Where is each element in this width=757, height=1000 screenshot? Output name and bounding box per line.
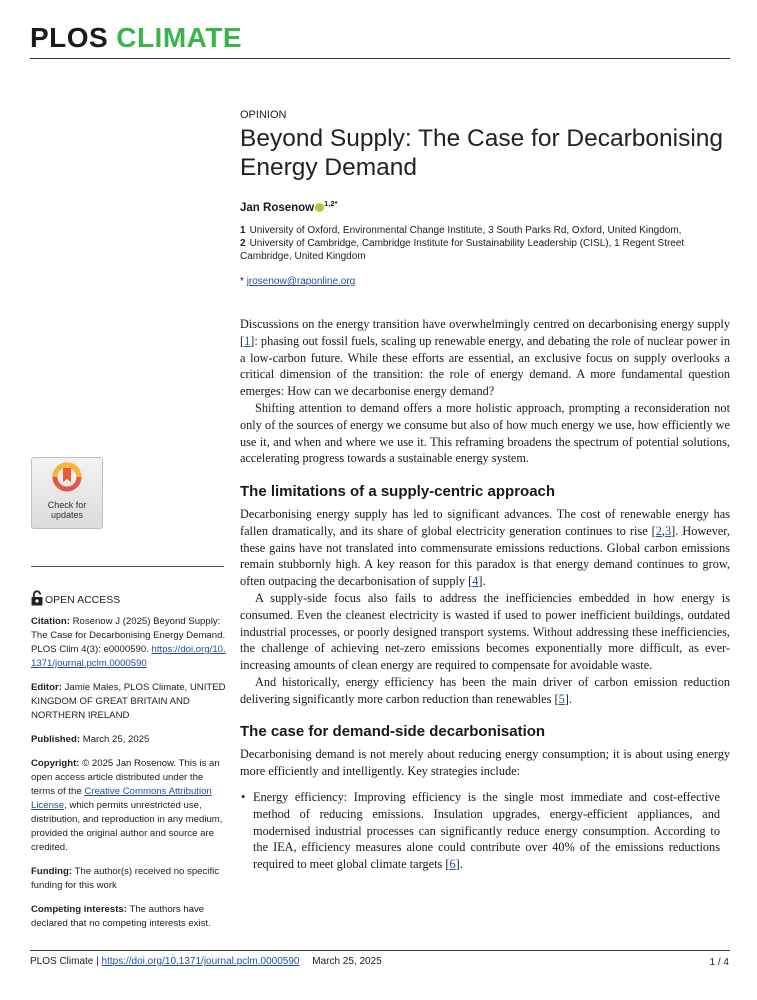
open-access-label: OPEN ACCESS xyxy=(31,590,120,606)
footer-divider xyxy=(30,950,730,951)
orcid-icon[interactable] xyxy=(315,203,324,212)
journal-masthead xyxy=(30,22,242,54)
intro-text xyxy=(240,316,730,467)
page-footer: PLOS Climate | https://doi.org/10.1371/journal.pclm.0000590 March 25, 2025 xyxy=(30,956,382,967)
reference-link[interactable]: 3 xyxy=(665,523,672,538)
email-link[interactable]: jrosenow@raponline.org xyxy=(246,276,356,287)
reference-link[interactable]: 1 xyxy=(244,333,251,348)
check-for-updates-badge[interactable] xyxy=(31,457,103,529)
reference-link[interactable]: 5 xyxy=(558,691,565,706)
funding-block: Funding: The author(s) received no specific funding for this work xyxy=(31,866,220,891)
section-limitations-text xyxy=(240,506,730,708)
footer-doi-link[interactable]: https://doi.org/10.1371/journal.pclm.0000590 xyxy=(101,956,300,967)
author-affiliation-marks: 1,2* xyxy=(324,199,338,208)
reference-link[interactable]: 6 xyxy=(449,857,456,872)
page-number: 1 / 4 xyxy=(709,957,729,968)
reference-link[interactable]: 4 xyxy=(472,574,479,589)
masthead-brand: PLOS xyxy=(30,22,109,53)
limitations-paragraph-1: Decarbonising energy supply has led to significant advances. The cost of renewable energy has fallen dramatically, and its share of global electricity generation continues to rise [2,3]. However, these gains have not translated into commensurate emissions reductions. Global carbon emissions remain stubbornly high. A key reason for this paradox is that energy demand continues to grow, often outpacing the decarbonisation of supply [4]. xyxy=(240,507,730,589)
competing-interests-block: Competing interests: The authors have declared that no competing interests exist. xyxy=(31,904,211,929)
citation-doi-link[interactable]: https://doi.org/10.1371/journal.pclm.0000590 xyxy=(31,644,226,669)
sidebar-divider xyxy=(31,566,224,567)
section-heading-limitations: The limitations of a supply-centric approach xyxy=(240,483,556,500)
affiliation-2: 2 University of Cambridge, Cambridge Institute for Sustainability Leadership (CISL), 1 Regent Street Cambridge, United Kingdom xyxy=(240,238,685,262)
bullet-icon: • xyxy=(241,790,246,804)
article-type: OPINION xyxy=(240,109,287,121)
author-name[interactable]: Jan Rosenow xyxy=(240,201,315,214)
section-demand-side-text xyxy=(240,746,730,780)
affiliations xyxy=(240,224,720,263)
section-heading-demand-side: The case for demand-side decarbonisation xyxy=(240,723,546,740)
editor-block: Editor: Jamie Males, PLOS Climate, UNITED KINGDOM OF GREAT BRITAIN AND NORTHERN IRELAND xyxy=(31,682,226,721)
citation-block: Citation: Rosenow J (2025) Beyond Supply: The Case for Decarbonising Energy Demand. PLOS Clim 4(3): e0000590. https://doi.org/10.1371/journal.pclm.0000590 xyxy=(31,616,226,669)
limitations-paragraph-2: A supply-side focus also fails to address the inefficiencies embedded in how energy is consumed. Even the cleanest electricity is wasted if used to power inefficient buildings, outdated industrial processes, or poorly designed transport systems. Without addressing these inefficiencies, the challenge of achieving net-zero emissions becomes exponentially more difficult, as ever-increasing amounts of clean energy are required to compensate for avoidable waste. xyxy=(240,590,730,673)
footer-journal: PLOS Climate xyxy=(30,956,94,967)
reference-link[interactable]: 2 xyxy=(655,523,662,538)
strategy-list xyxy=(240,789,720,873)
article-info-sidebar xyxy=(31,615,226,941)
updates-label: Check for updates xyxy=(47,500,87,520)
limitations-paragraph-3: And historically, energy efficiency has been the main driver of carbon emission reduction delivering significantly more carbon reduction than renewables [5]. xyxy=(240,674,730,706)
footer-date: March 25, 2025 xyxy=(312,956,382,967)
header-divider xyxy=(30,58,730,59)
license-link[interactable]: Creative Commons Attribution License xyxy=(31,786,212,811)
masthead-journal: CLIMATE xyxy=(116,22,243,53)
published-block: Published: March 25, 2025 xyxy=(31,734,150,745)
updates-icon xyxy=(52,462,82,492)
affiliation-1: 1 University of Oxford, Environmental Change Institute, 3 South Parks Rd, Oxford, United Kingdom, xyxy=(240,225,682,236)
article-title: Beyond Supply: The Case for Decarbonising Energy Demand xyxy=(240,125,724,181)
list-item: • Energy efficiency: Improving efficiency is the single most immediate and cost-effective method of reducing emissions. Insulation upgrades, energy-efficient appliances, and modernised industrial processes can significantly reduce energy consumption. According to the IEA, efficiency measures alone could contribute over 40% of the emissions reductions required to meet global climate targets [6]. xyxy=(241,790,720,872)
open-lock-icon xyxy=(31,590,43,606)
intro-paragraph-2: Shifting attention to demand offers a more holistic approach, prompting a reconsideration not only of the sources of energy we consume but also of how much energy we use, how efficiently we use it, and when and where we use it. This reframing broadens the spectrum of potential solutions, accelerating progress towards a sustainable energy system. xyxy=(240,400,730,466)
corresponding-email: * jrosenow@raponline.org xyxy=(240,276,356,287)
intro-paragraph-1: Discussions on the energy transition have overwhelmingly centred on decarbonising energy supply [1]: phasing out fossil fuels, scaling up renewable energy, and debating the role of nuclear power in a low-carbon future. While these efforts are essential, an exclusive focus on supply overlooks a critical dimension of the transition: the role of energy demand. A more fundamental question emerges: How can we decarbonise energy demand? xyxy=(240,317,730,399)
copyright-block: Copyright: © 2025 Jan Rosenow. This is an open access article distributed under the terms of the Creative Commons Attribution License, which permits unrestricted use, distribution, and reproduction in any medium, provided the original author and source are credited. xyxy=(31,758,223,853)
demand-side-paragraph-1: Decarbonising demand is not merely about reducing energy consumption; it is about using energy more efficiently and intelligently. Key strategies include: xyxy=(240,747,730,778)
author-line xyxy=(240,199,338,214)
